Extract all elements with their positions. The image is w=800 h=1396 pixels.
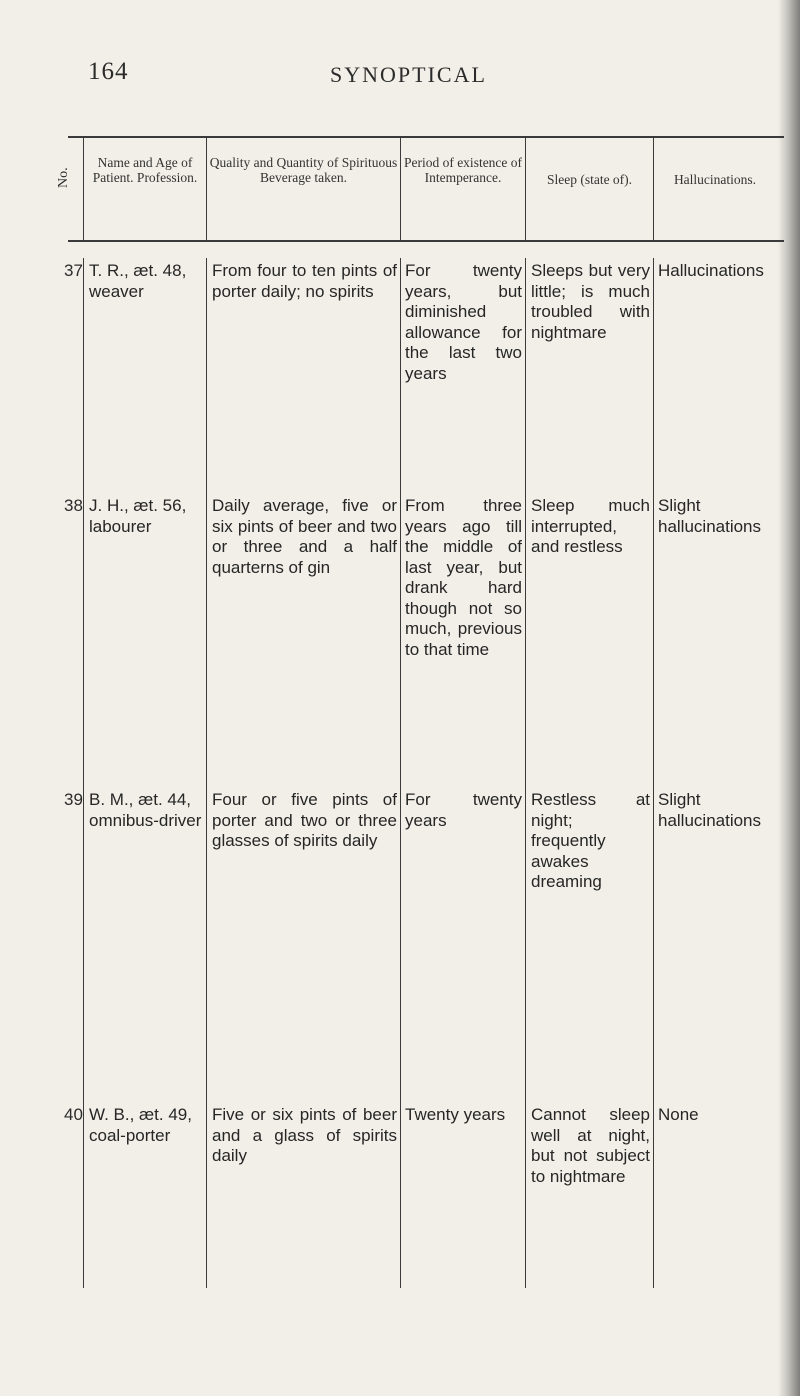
column-divider xyxy=(400,258,401,1288)
column-divider xyxy=(525,258,526,1288)
patient-name: W. B., æt. 49, coal-porter xyxy=(89,1105,192,1145)
header-name: Name and Age of Patient. Profession. xyxy=(92,155,198,185)
column-divider xyxy=(525,138,526,240)
intemperance-period: For twenty years, but diminished allowance for the last two years xyxy=(405,261,522,383)
beverage-quantity: Daily average, five or six pints of beer and two or three and a half quarterns of gin xyxy=(212,496,397,577)
header-period: Period of existence of Intemperance. xyxy=(403,155,523,185)
hallucinations: Hallucinations xyxy=(658,261,764,280)
hallucinations: None xyxy=(658,1105,699,1124)
intemperance-period: Twenty years xyxy=(405,1105,506,1124)
sleep-state: Restless at night; frequently awakes dreaming xyxy=(531,790,650,891)
column-divider xyxy=(206,258,207,1288)
intemperance-period: From three years ago till the middle of last year, but drank hard though not so much, previous to that time xyxy=(405,496,522,659)
column-divider xyxy=(206,138,207,240)
beverage-quantity: Five or six pints of beer and a glass of spirits daily xyxy=(212,1105,397,1165)
header-sleep: Sleep (state of). xyxy=(546,172,633,187)
row-number: 40 xyxy=(64,1105,83,1124)
hallucinations: Slight hallucinations xyxy=(658,790,762,830)
column-divider xyxy=(653,258,654,1288)
column-divider xyxy=(83,258,84,1288)
page-number: 164 xyxy=(88,58,129,85)
patient-name: T. R., æt. 48, weaver xyxy=(89,261,187,301)
row-number: 39 xyxy=(64,790,83,809)
header-bottom-rule xyxy=(68,240,784,242)
intemperance-period: For twenty years xyxy=(405,790,522,830)
patient-name: B. M., æt. 44, omnibus-driver xyxy=(89,790,202,830)
patient-name: J. H., æt. 56, labourer xyxy=(89,496,187,536)
beverage-quantity: From four to ten pints of porter daily; no spirits xyxy=(212,261,397,301)
sleep-state: Cannot sleep well at night, but not subject to nightmare xyxy=(531,1105,650,1186)
column-divider xyxy=(400,138,401,240)
sleep-state: Sleeps but very little; is much troubled with nightmare xyxy=(531,261,650,342)
beverage-quantity: Four or five pints of porter and two or three glasses of spirits daily xyxy=(212,790,397,850)
page-edge-shadow xyxy=(778,0,800,1396)
running-head: SYNOPTICAL xyxy=(330,62,487,87)
row-number: 38 xyxy=(64,496,83,515)
table-top-rule xyxy=(68,136,784,138)
column-divider xyxy=(653,138,654,240)
column-divider xyxy=(83,138,84,240)
header-no: No. xyxy=(56,167,71,188)
header-quality: Quality and Quantity of Spirituous Beverage taken. xyxy=(209,155,398,185)
row-number: 37 xyxy=(64,261,83,280)
sleep-state: Sleep much interrupted, and restless xyxy=(531,496,650,556)
header-hallucinations: Hallucinations. xyxy=(673,172,757,187)
hallucinations: Slight hallucinations xyxy=(658,496,762,536)
